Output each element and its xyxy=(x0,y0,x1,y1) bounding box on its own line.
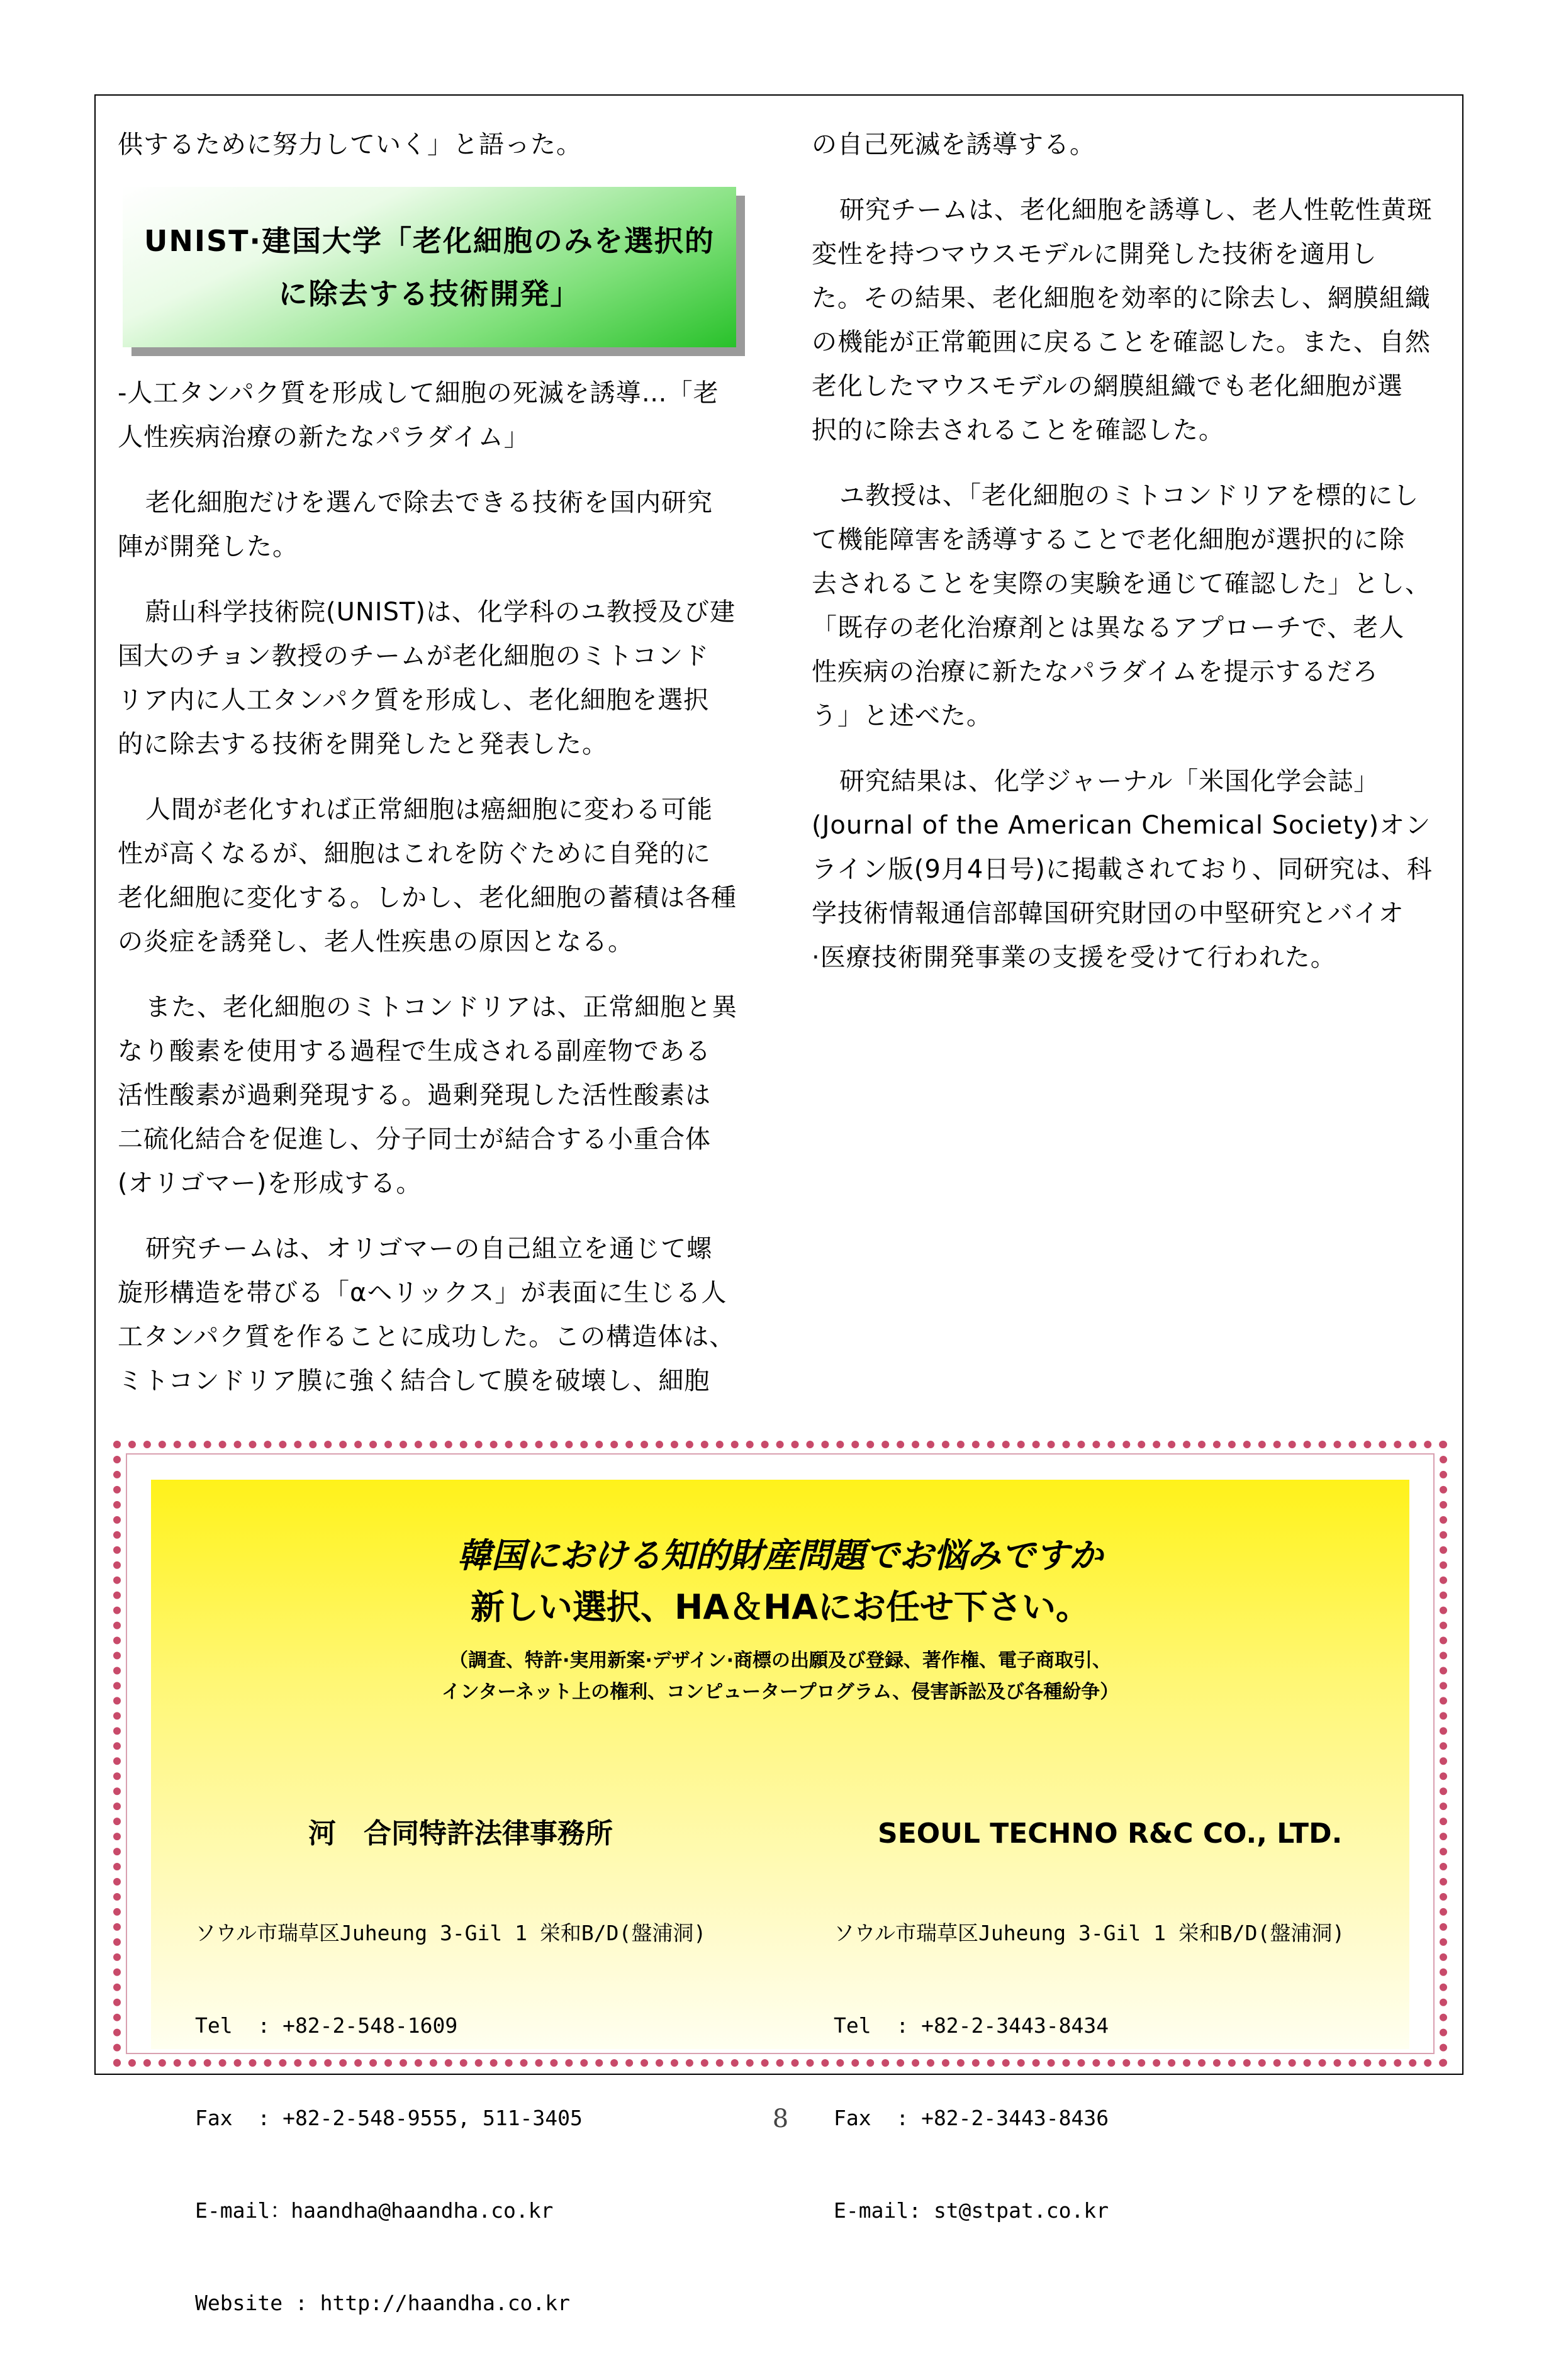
article-headline-box xyxy=(123,187,736,347)
paragraph-line: 老化細胞だけを選んで除去できる技術を国内研究 xyxy=(145,488,713,517)
paragraph-line: 性疾病の治療に新たなパラダイムを提示するだろ xyxy=(812,657,1379,686)
firm-name: 河 合同特許法律事務所 xyxy=(308,1818,613,1850)
subhead-line: -人工タンパク質を形成して細胞の死滅を誘導…「老 xyxy=(118,379,719,408)
paragraph-line: 「既存の老化治療剤とは異なるアプローチで、老人 xyxy=(812,613,1405,642)
left-column xyxy=(118,123,750,167)
paragraph-line: ·医療技術開発事業の支援を受けて行われた。 xyxy=(812,943,1336,972)
paragraph-line: う」と述べた。 xyxy=(812,701,992,730)
ad-headline-1: 韓国における知的財産問題でお悩みですか xyxy=(457,1536,1103,1575)
ad-headline-2: 新しい選択、HA＆HAにお任せ下さい。 xyxy=(471,1587,1090,1627)
paragraph-line: ライン版(9月4日号)に掲載されており、同研究は、科 xyxy=(812,855,1433,884)
ad-services-line: インターネット上の権利、コンピュータープログラム、侵害訴訟及び各種紛争） xyxy=(441,1681,1119,1703)
firm-email[interactable]: E-mail: st@stpat.co.kr xyxy=(834,2198,1109,2223)
paragraph-line: なり酸素を使用する過程で生成される副産物である xyxy=(118,1037,711,1066)
paragraph-line: 変性を持つマウスモデルに開発した技術を適用し xyxy=(812,240,1377,269)
firm-website[interactable]: Website : http://haandha.co.kr xyxy=(195,2291,571,2315)
paragraph-line: 蔚山科学技術院(UNIST)は、化学科のユ教授及び建 xyxy=(145,598,736,627)
paragraph-line: 二硫化結合を促進し、分子同士が結合する小重合体 xyxy=(118,1125,711,1154)
paragraph-line: 研究チームは、老化細胞を誘導し、老人性乾性黄斑 xyxy=(839,196,1433,225)
paragraph-line: 活性酸素が過剰発現する。過剰発現した活性酸素は xyxy=(118,1081,711,1110)
ad-services-line: （調査、特許·実用新案·デザイン·商標の出願及び登録、著作権、電子商取引、 xyxy=(449,1650,1112,1672)
paragraph-line: 性が高くなるが、細胞はこれを防ぐために自発的に xyxy=(118,839,711,868)
right-column xyxy=(812,123,1444,980)
paragraph-line: 旋形構造を帯びる「αヘリックス」が表面に生じる人 xyxy=(118,1278,727,1307)
paragraph-line: 老化細胞に変化する。しかし、老化細胞の蓄積は各種 xyxy=(118,883,737,912)
paragraph-line: 択的に除去されることを確認した。 xyxy=(812,416,1224,445)
firm-address: ソウル市瑞草区Juheung 3-Gil 1 栄和B/D(盤浦洞) xyxy=(195,1921,707,1945)
paragraph-line: 学技術情報通信部韓国研究財団の中堅研究とバイオ xyxy=(812,899,1404,928)
paragraph-line: 的に除去する技術を開発したと発表した。 xyxy=(118,730,608,759)
paragraph-line: 去されることを実際の実験を通じて確認した」とし、 xyxy=(812,569,1431,598)
page-number: 8 xyxy=(772,2104,789,2133)
paragraph-line: ミトコンドリア膜に強く結合して膜を破壊し、細胞 xyxy=(118,1366,710,1395)
paragraph-line: ユ教授は、「老化細胞のミトコンドリアを標的にし xyxy=(839,481,1419,510)
paragraph-line: リア内に人工タンパク質を形成し、老化細胞を選択 xyxy=(118,686,710,715)
paragraph-line: 国大のチョン教授のチームが老化細胞のミトコンド xyxy=(118,642,710,671)
paragraph-line: (オリゴマー)を形成する。 xyxy=(118,1169,422,1198)
left-column-body xyxy=(118,371,750,1403)
paragraph-line: (Journal of the American Chemical Society)オン xyxy=(812,811,1431,840)
paragraph-line: の機能が正常範囲に戻ることを確認した。また、自然 xyxy=(812,328,1431,357)
firm-fax: Fax : +82-2-3443-8436 xyxy=(834,2106,1109,2130)
subhead-line: 人性疾病治療の新たなパラダイム」 xyxy=(118,423,530,452)
headline-line: に除去する技術開発」 xyxy=(278,276,581,311)
firm-name: SEOUL TECHNO R&C CO., LTD. xyxy=(878,1818,1343,1850)
firm-fax: Fax : +82-2-548-9555, 511-3405 xyxy=(195,2106,583,2130)
firm-tel: Tel : +82-2-3443-8434 xyxy=(834,2013,1109,2038)
firm-email[interactable]: E-mail：haandha@haandha.co.kr xyxy=(195,2198,554,2223)
paragraph-line: 老化したマウスモデルの網膜組織でも老化細胞が選 xyxy=(812,372,1403,401)
paragraph-line: 研究結果は、化学ジャーナル「米国化学会誌」 xyxy=(839,767,1380,796)
firm-info-ha xyxy=(195,1750,706,2380)
paragraph-line: 人間が老化すれば正常細胞は癌細胞に変わる可能 xyxy=(145,795,713,824)
paragraph-line: 陣が開発した。 xyxy=(118,532,298,561)
paragraph-line: の自己死滅を誘導する。 xyxy=(812,130,1095,159)
paragraph-line: 工タンパク質を作ることに成功した。この構造体は、 xyxy=(118,1322,736,1351)
paragraph-line: また、老化細胞のミトコンドリアは、正常細胞と異 xyxy=(145,993,738,1022)
firm-address: ソウル市瑞草区Juheung 3-Gil 1 栄和B/D(盤浦洞) xyxy=(834,1921,1345,1945)
ad-panel xyxy=(151,1480,1409,2315)
intro-line: 供するために努力していく」と語った。 xyxy=(118,130,582,159)
paragraph-line: て機能障害を誘導することで老化細胞が選択的に除 xyxy=(812,525,1405,554)
paragraph-line: の炎症を誘発し、老人性疾患の原因となる。 xyxy=(118,927,634,956)
paragraph-line: 研究チームは、オリゴマーの自己組立を通じて螺 xyxy=(145,1234,713,1263)
firm-tel: Tel : +82-2-548-1609 xyxy=(195,2013,458,2038)
headline-line: UNIST·建国大学「老化細胞のみを選択的 xyxy=(144,223,715,258)
paragraph-line: た。その結果、老化細胞を効率的に除去し、網膜組織 xyxy=(812,284,1431,313)
